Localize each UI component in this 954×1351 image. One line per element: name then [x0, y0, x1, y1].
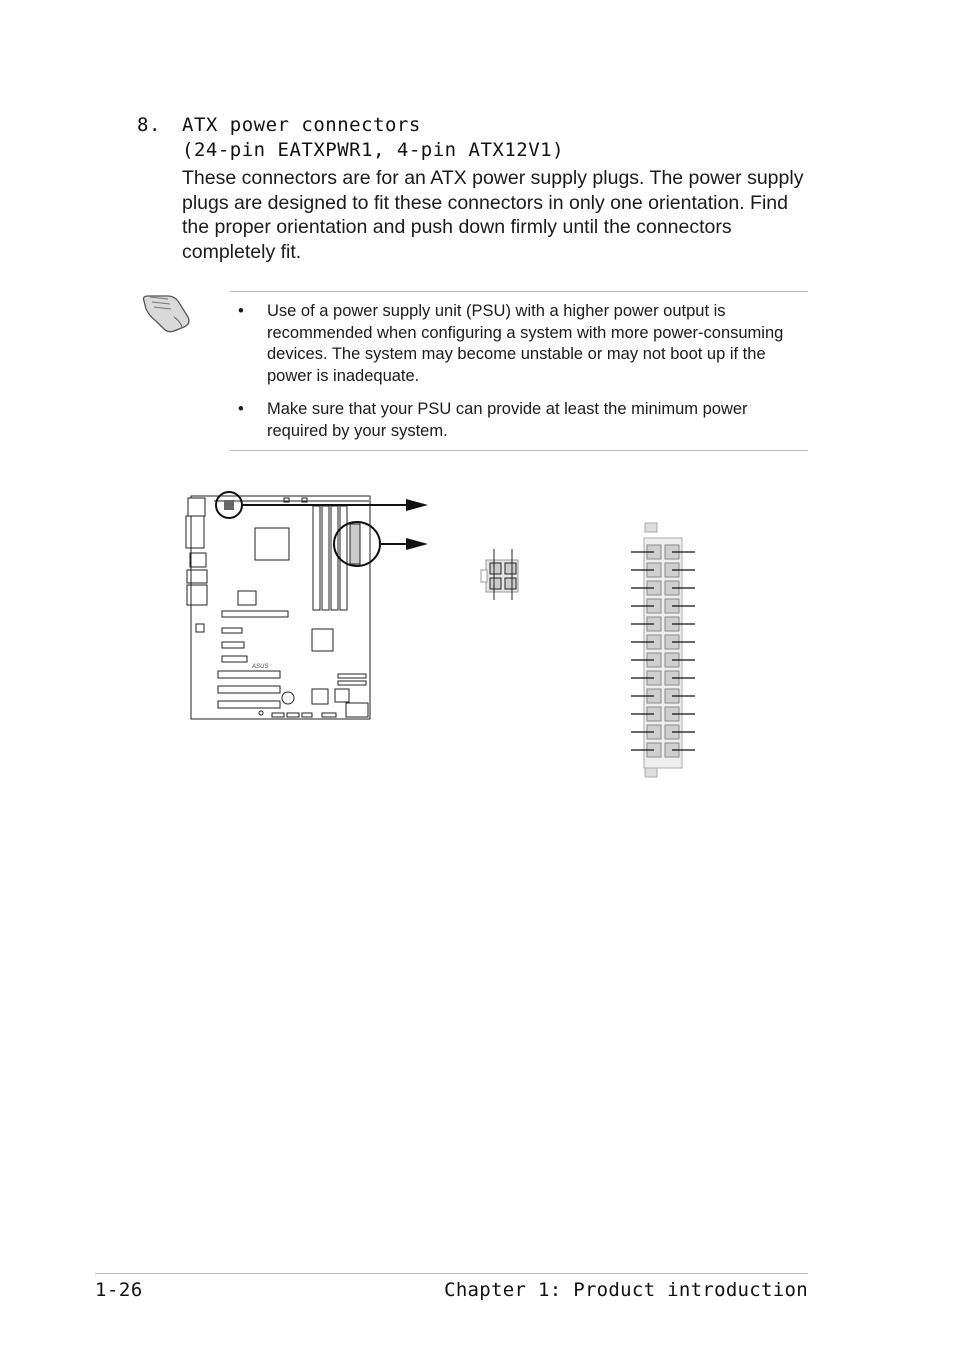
eatxpwr-connector [631, 523, 695, 777]
connector-latch-bottom [645, 768, 657, 777]
note-item-psu-power: • Use of a power supply unit (PSU) with a higher power output is recommended when configuring a system with more power-consuming devices. The system may become unstable or may not boot up if the power is inadequate. [238, 302, 784, 385]
note-item-text: Make sure that your PSU can provide at least the minimum power required by your system. [267, 400, 748, 440]
section-title-line1: ATX power connectors [182, 114, 421, 136]
section-title-line2: (24-pin EATXPWR1, 4-pin ATX12V1) [182, 139, 565, 161]
note-item-psu-minimum: • Make sure that your PSU can provide at least the minimum power required by your system. [238, 400, 748, 440]
board-logo-text: ASUS [252, 664, 269, 670]
motherboard-layout [186, 496, 370, 719]
connector-latch-top [645, 523, 657, 532]
eatxpwr-highlight [334, 522, 428, 566]
chapter-title: Chapter 1: Product introduction [444, 1279, 808, 1301]
atx12v-connector [481, 549, 518, 600]
note-item-text: Use of a power supply unit (PSU) with a higher power output is recommended when configuring a system with more power-consuming devices. The system may become unstable or may not boot up if the power is inadequate. [267, 302, 784, 385]
footer-rule [95, 1273, 808, 1274]
body-paragraph: These connectors are for an ATX power supply plugs. The power supply plugs are designed to fit these connectors in only one orientation. Find the proper orientation and push down firmly until the connectors completely fit. [182, 167, 804, 263]
section-number: 8. [137, 114, 161, 136]
page-number: 1-26 [95, 1279, 143, 1301]
board-logo [251, 664, 268, 670]
